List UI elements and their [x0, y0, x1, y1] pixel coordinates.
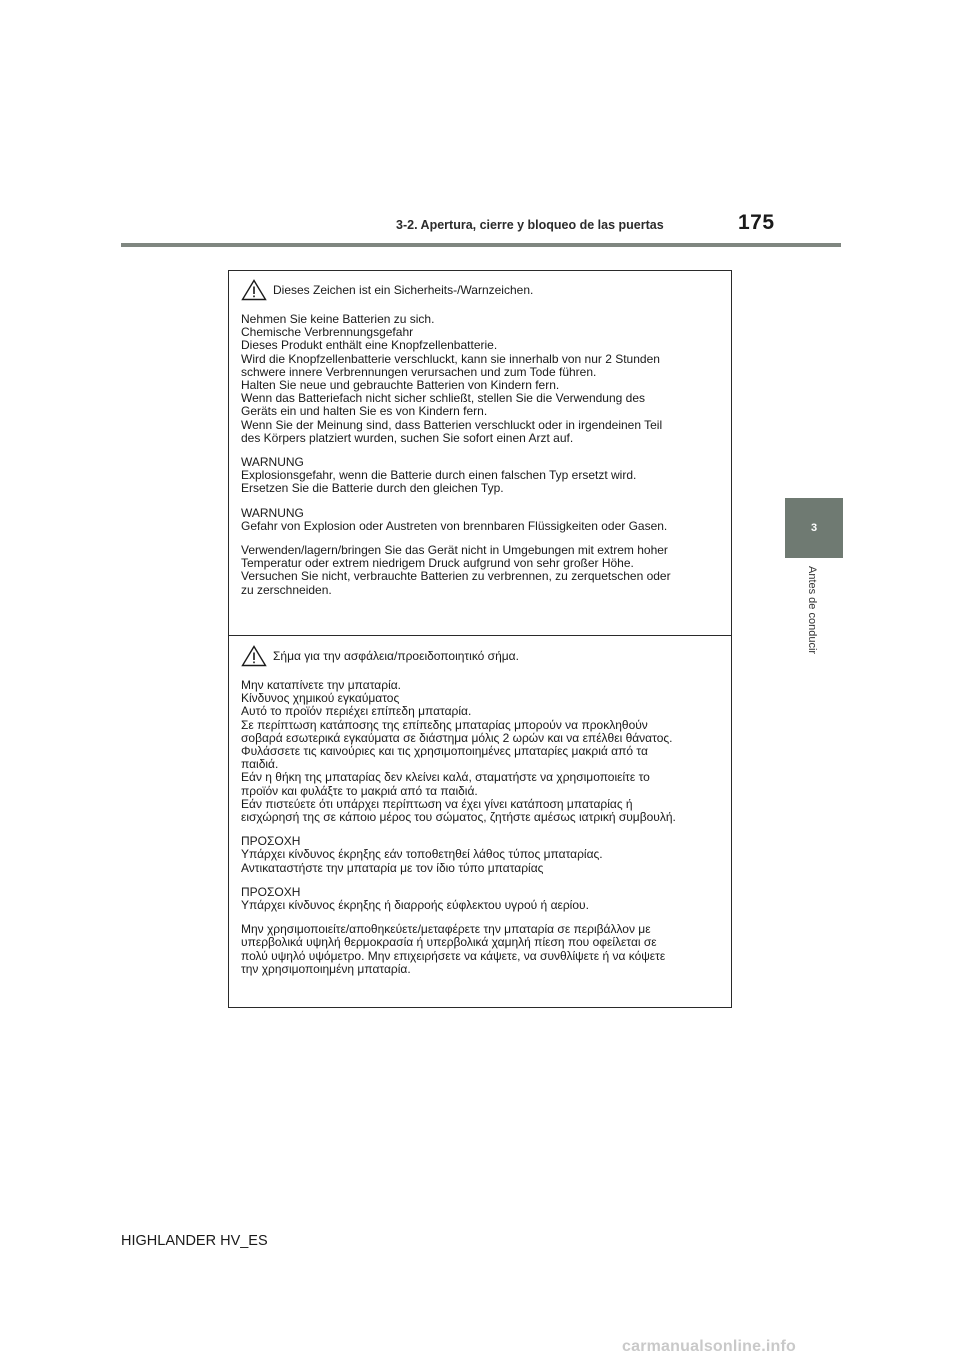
paragraph-line: Wenn das Batteriefach nicht sicher schließt, stellen Sie die Verwendung des	[241, 391, 646, 406]
paragraph-line: σοβαρά εσωτερικά εγκαύματα σε διάστημα μόλις 2 ωρών και να επέλθει θάνατος.	[241, 730, 673, 745]
paragraph-line: Halten Sie neue und gebrauchte Batterien von Kindern fern.	[241, 378, 560, 393]
battery-warning-box	[228, 270, 732, 1008]
paragraph-line: Gefahr von Explosion oder Austreten von brennbaren Flüssigkeiten oder Gasen.	[241, 518, 668, 533]
paragraph-line: παιδιά.	[241, 757, 279, 772]
header-divider	[121, 243, 841, 247]
paragraph-line: Geräts ein und halten Sie es von Kindern fern.	[241, 404, 488, 419]
paragraph-line: Ersetzen Sie die Batterie durch den gleichen Typ.	[241, 481, 504, 496]
warning-paragraph	[241, 923, 725, 976]
greek-paragraphs	[241, 679, 725, 976]
paragraph-line: Αντικαταστήστε την μπαταρία με τον ίδιο τύπο μπαταρίας	[241, 860, 544, 875]
paragraph-line: Εάν πιστεύετε ότι υπάρχει περίπτωση να έχει γίνει κατάποση μπαταρίας ή	[241, 796, 633, 811]
warning-paragraph	[241, 456, 725, 496]
section-title: 3-2. Apertura, cierre y bloqueo de las puertas	[396, 218, 664, 232]
paragraph-line: ΠΡΟΣΟΧΗ	[241, 834, 301, 849]
paragraph-line: WARNUNG	[241, 455, 304, 470]
greek-warning-section	[241, 645, 725, 987]
warning-triangle-icon	[241, 279, 267, 301]
paragraph-line: Versuchen Sie nicht, verbrauchte Batterien zu verbrennen, zu zerquetschen oder	[241, 569, 671, 584]
greek-sign-line	[241, 645, 725, 667]
german-sign-line	[241, 279, 725, 301]
paragraph-line: Σε περίπτωση κατάποσης της επίπεδης μπαταρίας μπορούν να προκληθούν	[241, 717, 648, 732]
warning-paragraph	[241, 313, 725, 445]
warning-triangle-icon	[241, 645, 267, 667]
paragraph-line: πολύ υψηλό υψόμετρο. Μην επιχειρήσετε να κάψετε, να συνθλίψετε ή να κόψετε	[241, 948, 666, 963]
paragraph-line: Wird die Knopfzellenbatterie verschluckt, kann sie innerhalb von nur 2 Stunden	[241, 351, 660, 366]
paragraph-line: Dieses Produkt enthält eine Knopfzellenbatterie.	[241, 338, 498, 353]
paragraph-line: εισχώρησή της σε κάποιο μέρος του σώματος, ζητήστε αμέσως ιατρική συμβουλή.	[241, 810, 676, 825]
warning-paragraph	[241, 835, 725, 875]
chapter-number: 3	[810, 522, 818, 534]
paragraph-line: Μην καταπίνετε την μπαταρία.	[241, 678, 402, 692]
paragraph-line: Κίνδυνος χημικού εγκαύματος	[241, 691, 400, 706]
model-footer: HIGHLANDER HV_ES	[121, 1233, 268, 1249]
paragraph-line: Φυλάσσετε τις καινούριες και τις χρησιμοποιημένες μπαταρίες μακριά από τα	[241, 744, 648, 759]
paragraph-line: Εάν η θήκη της μπαταρίας δεν κλείνει καλά, σταματήστε να χρησιμοποιείτε το	[241, 770, 650, 785]
paragraph-line: Nehmen Sie keine Batterien zu sich.	[241, 312, 435, 326]
paragraph-line: την χρησιμοποιημένη μπαταρία.	[241, 961, 411, 976]
page-number: 175	[738, 211, 775, 234]
german-sign-text: Dieses Zeichen ist ein Sicherheits-/Warnzeichen.	[273, 282, 534, 297]
paragraph-line: Wenn Sie der Meinung sind, dass Batterien verschluckt oder in irgendeinen Teil	[241, 417, 663, 432]
paragraph-line: Chemische Verbrennungsgefahr	[241, 325, 414, 340]
chapter-tab	[785, 498, 843, 558]
language-divider	[229, 635, 731, 636]
paragraph-line: προϊόν και φυλάξτε το μακριά από τα παιδιά.	[241, 783, 478, 798]
paragraph-line: Αυτό το προϊόν περιέχει επίπεδη μπαταρία.	[241, 704, 472, 719]
warning-paragraph	[241, 507, 725, 533]
warning-paragraph	[241, 679, 725, 824]
paragraph-line: Explosionsgefahr, wenn die Batterie durch einen falschen Typ ersetzt wird.	[241, 468, 637, 483]
paragraph-line: Verwenden/lagern/bringen Sie das Gerät nicht in Umgebungen mit extrem hoher	[241, 543, 668, 558]
paragraph-line: υπερβολικά υψηλή θερμοκρασία ή υπερβολικά χαμηλή πίεση που οφείλεται σε	[241, 935, 657, 950]
warning-paragraph	[241, 886, 725, 912]
paragraph-line: Υπάρχει κίνδυνος έκρηξης εάν τοποθετηθεί λάθος τύπος μπαταρίας.	[241, 847, 603, 862]
paragraph-line: WARNUNG	[241, 505, 304, 520]
paragraph-line: ΠΡΟΣΟΧΗ	[241, 884, 301, 899]
german-warning-section	[241, 279, 725, 608]
paragraph-line: des Körpers platziert wurden, suchen Sie sofort einen Arzt auf.	[241, 430, 574, 445]
greek-sign-text: Σήμα για την ασφάλεια/προειδοποιητικό σήμα.	[273, 648, 519, 663]
chapter-label: Antes de conducir	[806, 566, 818, 655]
paragraph-line: zu zerschneiden.	[241, 582, 332, 597]
german-paragraphs	[241, 313, 725, 597]
paragraph-line: Υπάρχει κίνδυνος έκρηξης ή διαρροής εύφλεκτου υγρού ή αερίου.	[241, 898, 589, 913]
paragraph-line: Μην χρησιμοποιείτε/αποθηκεύετε/μεταφέρετε την μπαταρία σε περιβάλλον με	[241, 922, 651, 937]
paragraph-line: Temperatur oder extrem niedrigem Druck aufgrund von sehr großer Höhe.	[241, 556, 634, 571]
paragraph-line: schwere innere Verbrennungen verursachen und zum Tode führen.	[241, 364, 597, 379]
warning-paragraph	[241, 544, 725, 597]
watermark: carmanualsonline.info	[622, 1338, 797, 1355]
